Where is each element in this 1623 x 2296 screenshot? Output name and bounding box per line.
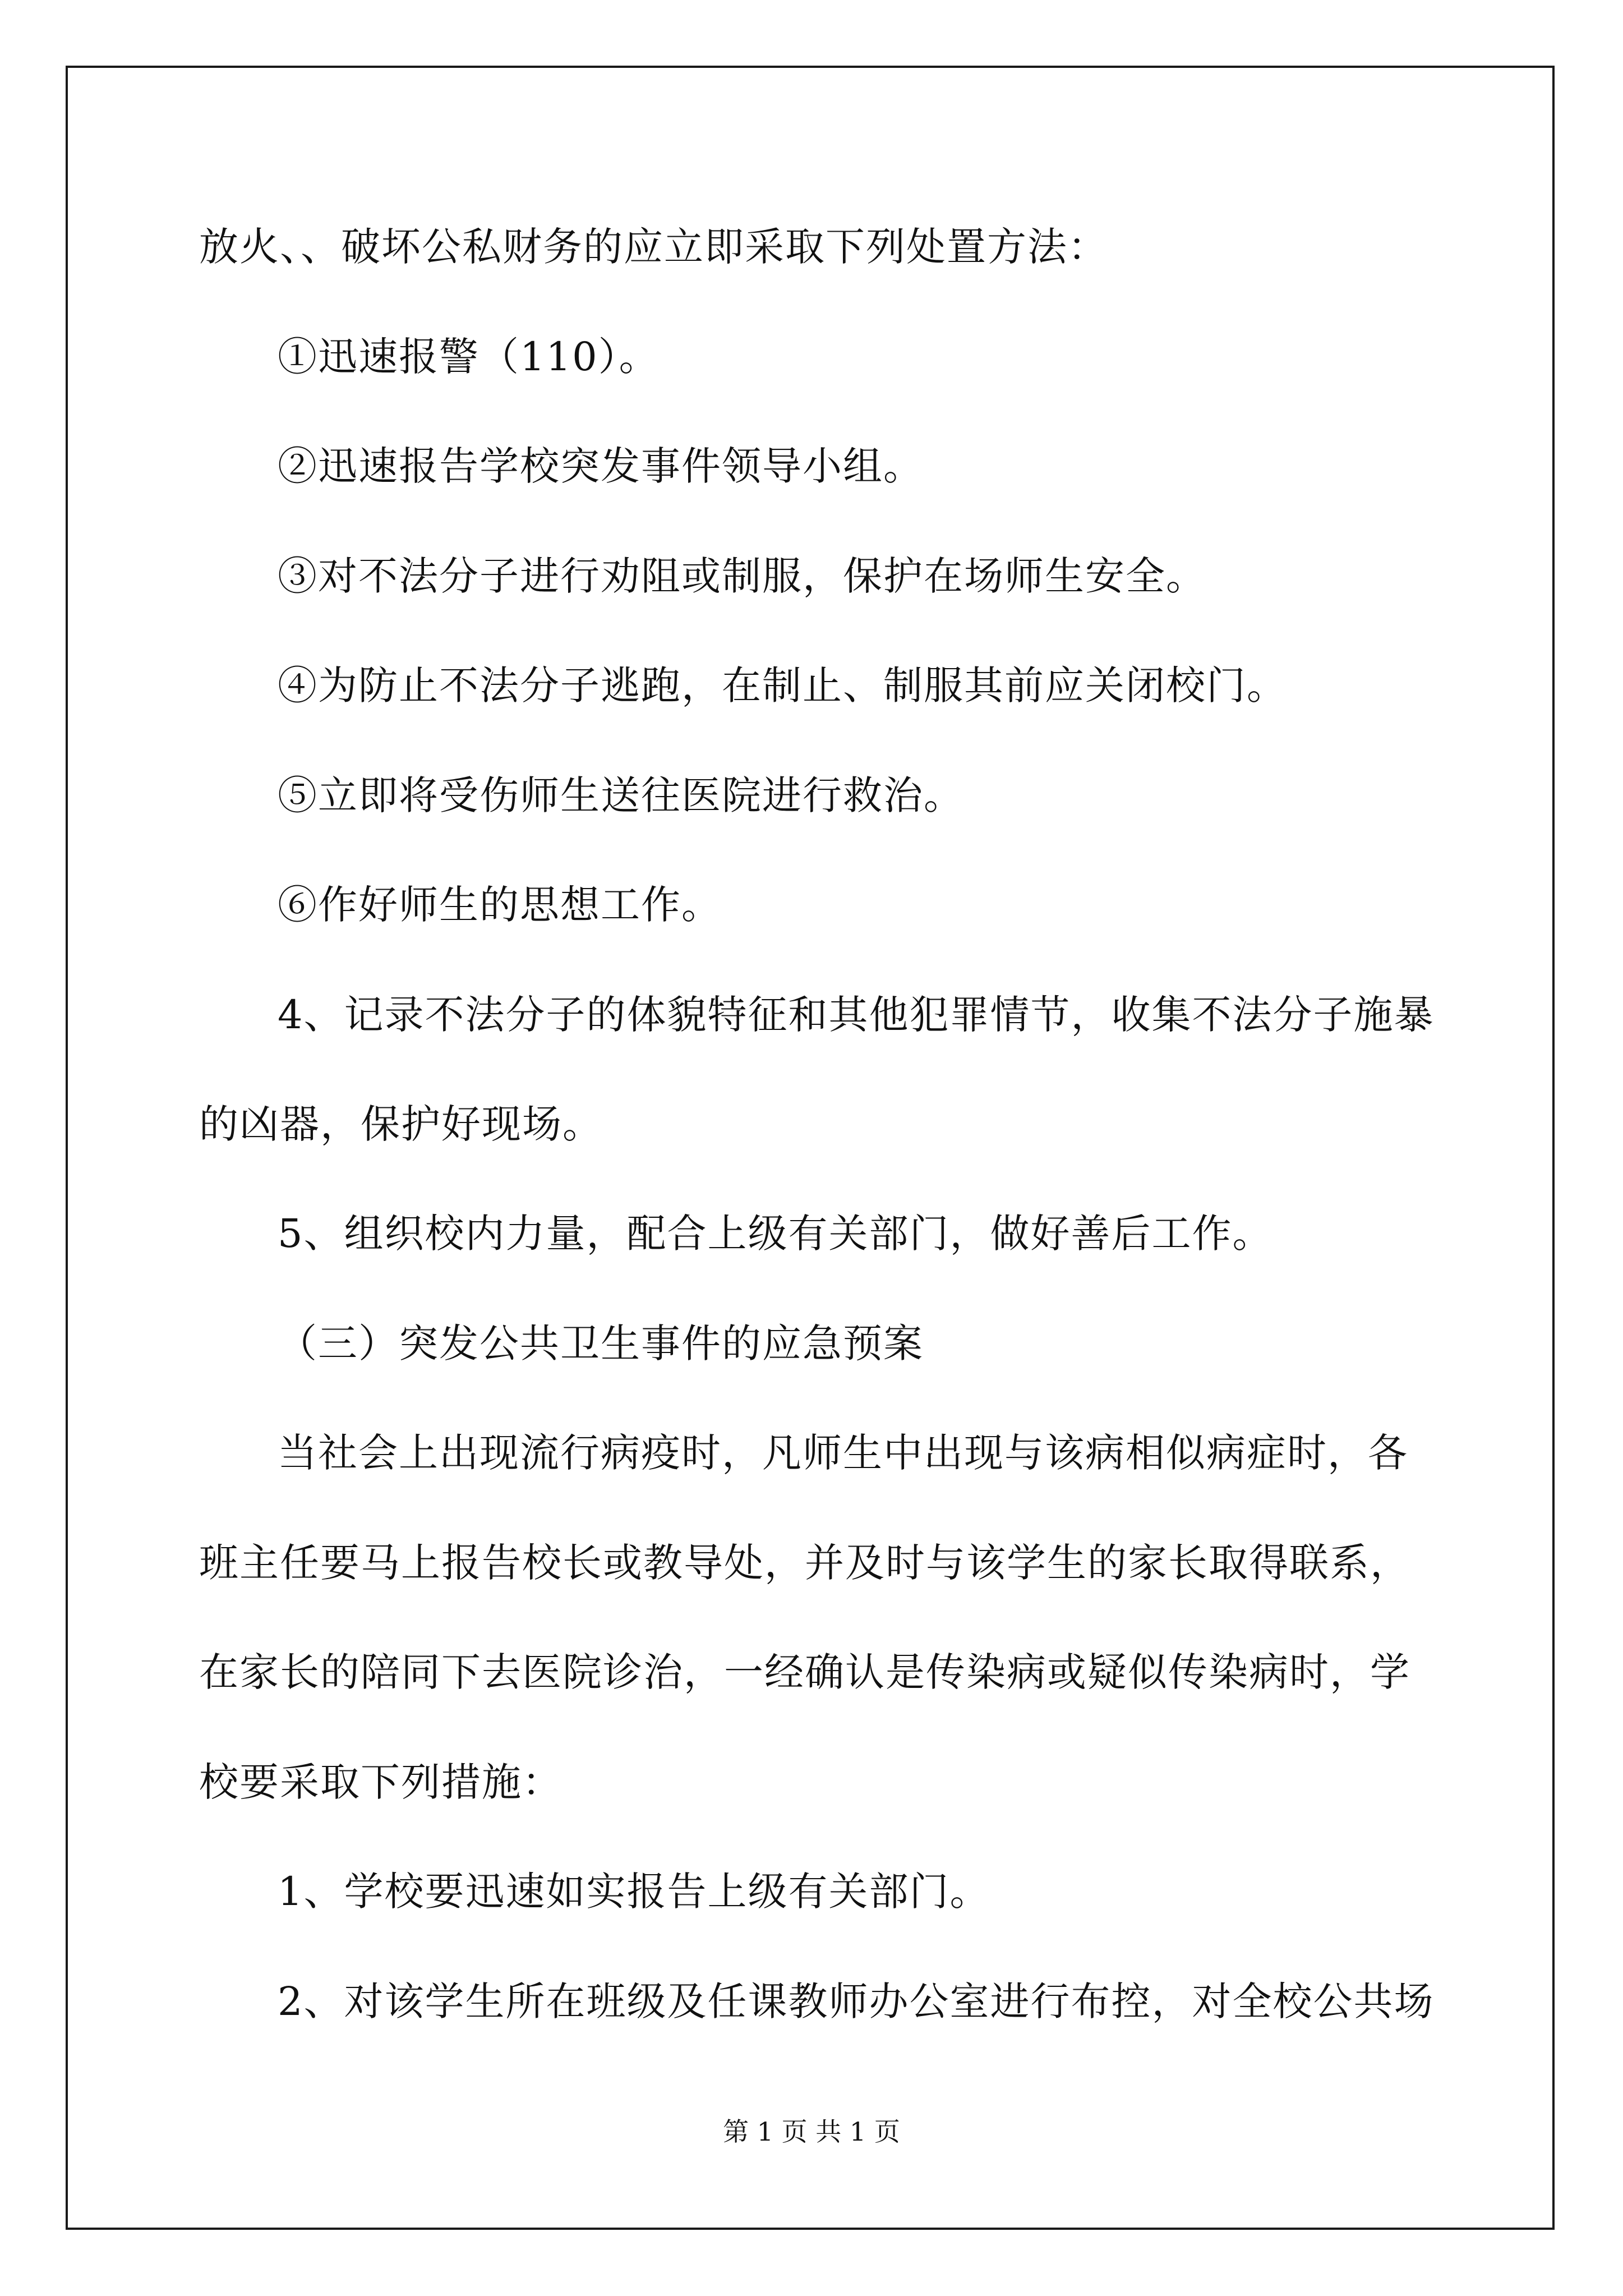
text-line: 当社会上出现流行病疫时，凡师生中出现与该病相似病症时，各 <box>278 1430 1408 1476</box>
text-line: ⑥作好师生的思想工作。 <box>278 882 722 928</box>
text-line: 班主任要马上报告校长或教导处，并及时与该学生的家长取得联系， <box>199 1540 1410 1586</box>
text-line: ④为防止不法分子逃跑，在制止、制服其前应关闭校门。 <box>278 662 1287 708</box>
page-number: 第 1 页 共 1 页 <box>723 2116 900 2147</box>
text-line: 4、记录不法分子的体貌特征和其他犯罪情节，收集不法分子施暴 <box>278 992 1435 1038</box>
text-line: 1、学校要迅速如实报告上级有关部门。 <box>278 1869 990 1915</box>
text-line: ②迅速报告学校突发事件领导小组。 <box>278 443 924 489</box>
text-line: 的凶器，保护好现场。 <box>199 1101 603 1147</box>
text-line: 校要采取下列措施： <box>199 1759 562 1805</box>
text-line: 2、对该学生所在班级及任课教师办公室进行布控，对全校公共场 <box>278 1978 1435 2024</box>
text-line: 放火、、破坏公私财务的应立即采取下列处置方法： <box>199 224 1108 270</box>
text-line: ⑤立即将受伤师生送往医院进行救治。 <box>278 772 964 818</box>
text-line: 在家长的陪同下去医院诊治，一经确认是传染病或疑似传染病时，学 <box>199 1649 1410 1695</box>
text-line: ①迅速报警（110）。 <box>278 334 660 380</box>
section-heading: （三）突发公共卫生事件的应急预案 <box>278 1320 924 1366</box>
text-line: ③对不法分子进行劝阻或制服，保护在场师生安全。 <box>278 553 1206 599</box>
text-line: 5、组织校内力量，配合上级有关部门，做好善后工作。 <box>278 1211 1273 1257</box>
